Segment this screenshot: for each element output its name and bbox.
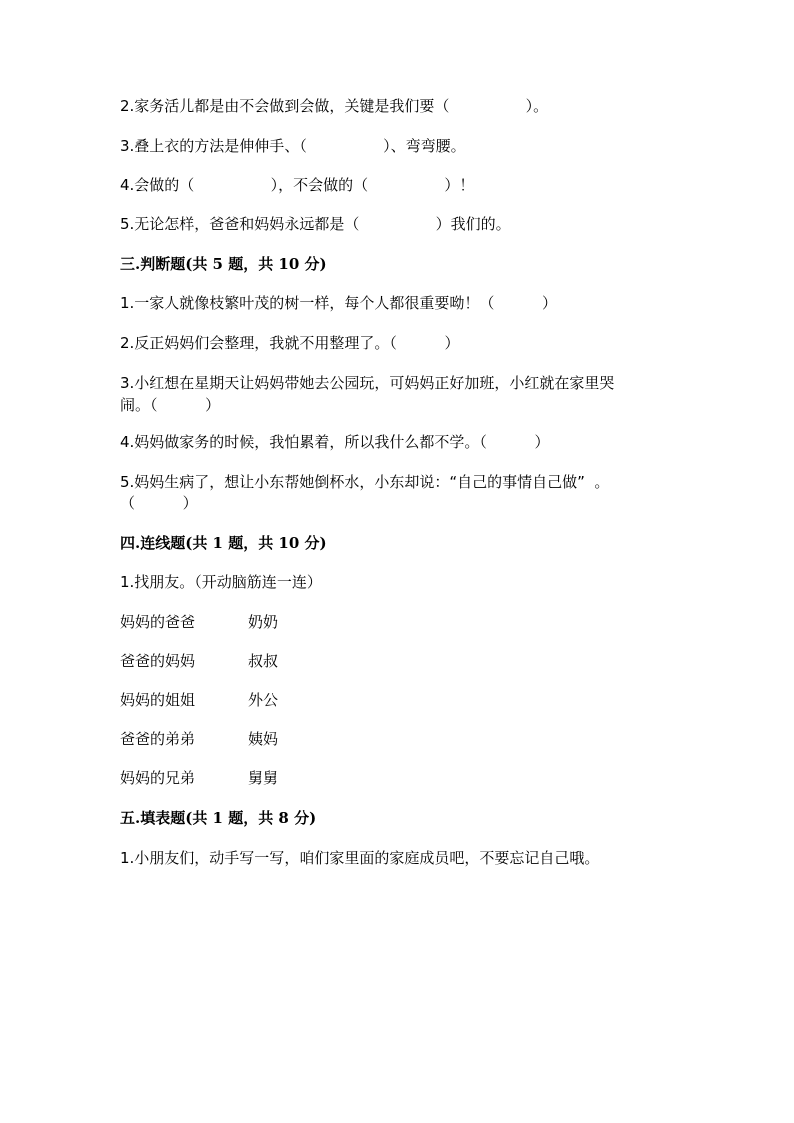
fill-blank-item-3: 3.叠上衣的方法是伸伸手、（ ）、弯弯腰。: [120, 137, 466, 155]
match-right-1: 奶奶: [248, 613, 279, 631]
match-left-1: 妈妈的爸爸: [120, 613, 196, 631]
match-right-3: 外公: [248, 691, 279, 709]
section-3-title: 三.判断题(共 5 题，共 10 分): [120, 255, 327, 273]
judge-item-4: 4.妈妈做家务的时候，我怕累着，所以我什么都不学。（ ）: [120, 433, 550, 451]
judge-item-5-cont: （ ）: [120, 494, 198, 512]
match-left-3: 妈妈的姐姐: [120, 691, 196, 709]
section-5-title: 五.填表题(共 1 题，共 8 分): [120, 809, 317, 827]
matching-question: 1.找朋友。（开动脑筋连一连）: [120, 573, 322, 591]
fill-blank-item-4: 4.会做的（ ），不会做的（ ）！: [120, 176, 475, 194]
judge-item-5: 5.妈妈生病了，想让小东帮她倒杯水，小东却说：“自己的事情自己做” 。: [120, 473, 610, 491]
fill-blank-item-2: 2.家务活儿都是由不会做到会做，关键是我们要（ ）。: [120, 97, 549, 115]
match-left-4: 爸爸的弟弟: [120, 730, 196, 748]
fill-blank-item-5: 5.无论怎样，爸爸和妈妈永远都是（ ）我们的。: [120, 215, 511, 233]
match-right-4: 姨妈: [248, 730, 279, 748]
match-right-2: 叔叔: [248, 652, 279, 670]
table-fill-question: 1.小朋友们，动手写一写，咱们家里面的家庭成员吧，不要忘记自己哦。: [120, 849, 600, 867]
judge-item-3-cont: 闹。（ ）: [120, 396, 221, 414]
match-right-5: 舅舅: [248, 769, 279, 787]
judge-item-3: 3.小红想在星期天让妈妈带她去公园玩，可妈妈正好加班，小红就在家里哭: [120, 374, 615, 392]
match-left-5: 妈妈的兄弟: [120, 769, 196, 787]
section-4-title: 四.连线题(共 1 题，共 10 分): [120, 534, 327, 552]
judge-item-1: 1.一家人就像枝繁叶茂的树一样，每个人都很重要呦！（ ）: [120, 294, 557, 312]
match-left-2: 爸爸的妈妈: [120, 652, 196, 670]
judge-item-2: 2.反正妈妈们会整理，我就不用整理了。（ ）: [120, 334, 460, 352]
